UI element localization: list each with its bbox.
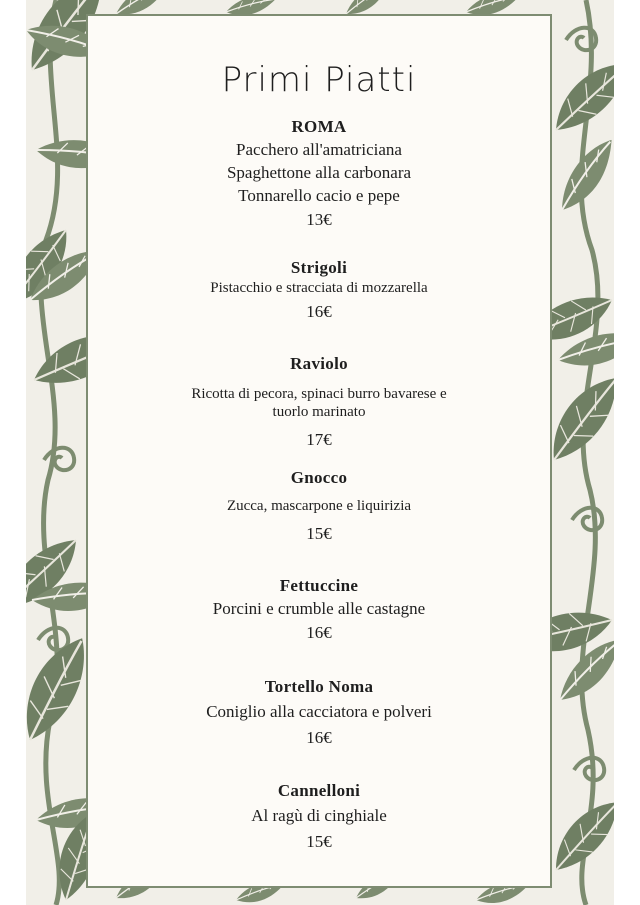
dish-description-line: tuorlo marinato [272,404,366,420]
dish-name: Cannelloni [277,781,361,800]
dish-description-line: Porcini e crumble alle castagne [212,599,426,618]
dish-cannelloni [88,780,550,853]
dish-name: Gnocco [290,468,348,487]
dish-raviolo [88,353,550,451]
dish-name: Raviolo [290,354,348,373]
dish-price: 16€ [306,302,332,321]
dish-gnocco [88,467,550,545]
dish-name: Tortello Noma [264,677,374,696]
dish-description-line: Pacchero all'amatriciana [236,140,402,159]
dish-description-line: Spaghettone alla carbonara [226,163,412,182]
dish-name: ROMA [291,117,347,136]
dish-price: 17€ [306,430,332,449]
dish-roma [88,116,550,231]
dish-tortello-noma [88,676,550,749]
dish-price: 13€ [306,210,332,229]
menu-card [86,14,552,888]
dish-price: 15€ [306,524,332,543]
dish-description-line: Zucca, mascarpone e liquirizia [226,498,412,514]
dish-description-line: Coniglio alla cacciatora e polveri [206,702,432,721]
dish-price: 16€ [306,623,332,642]
dish-description-line: Pistacchio e stracciata di mozzarella [210,280,428,296]
dish-name: Strigoli [290,258,348,277]
dish-description-line: Tonnarello cacio e pepe [238,186,400,205]
dish-name: Fettuccine [279,576,359,595]
menu-title: Primi Piatti [221,60,417,100]
dish-price: 15€ [306,832,332,851]
dish-description-line: Ricotta di pecora, spinaci burro bavarese e [191,386,447,402]
dish-price: 16€ [306,728,332,747]
dish-description-line: Al ragù di cinghiale [251,806,387,825]
dish-strigoli [88,257,550,323]
dish-fettuccine [88,575,550,644]
